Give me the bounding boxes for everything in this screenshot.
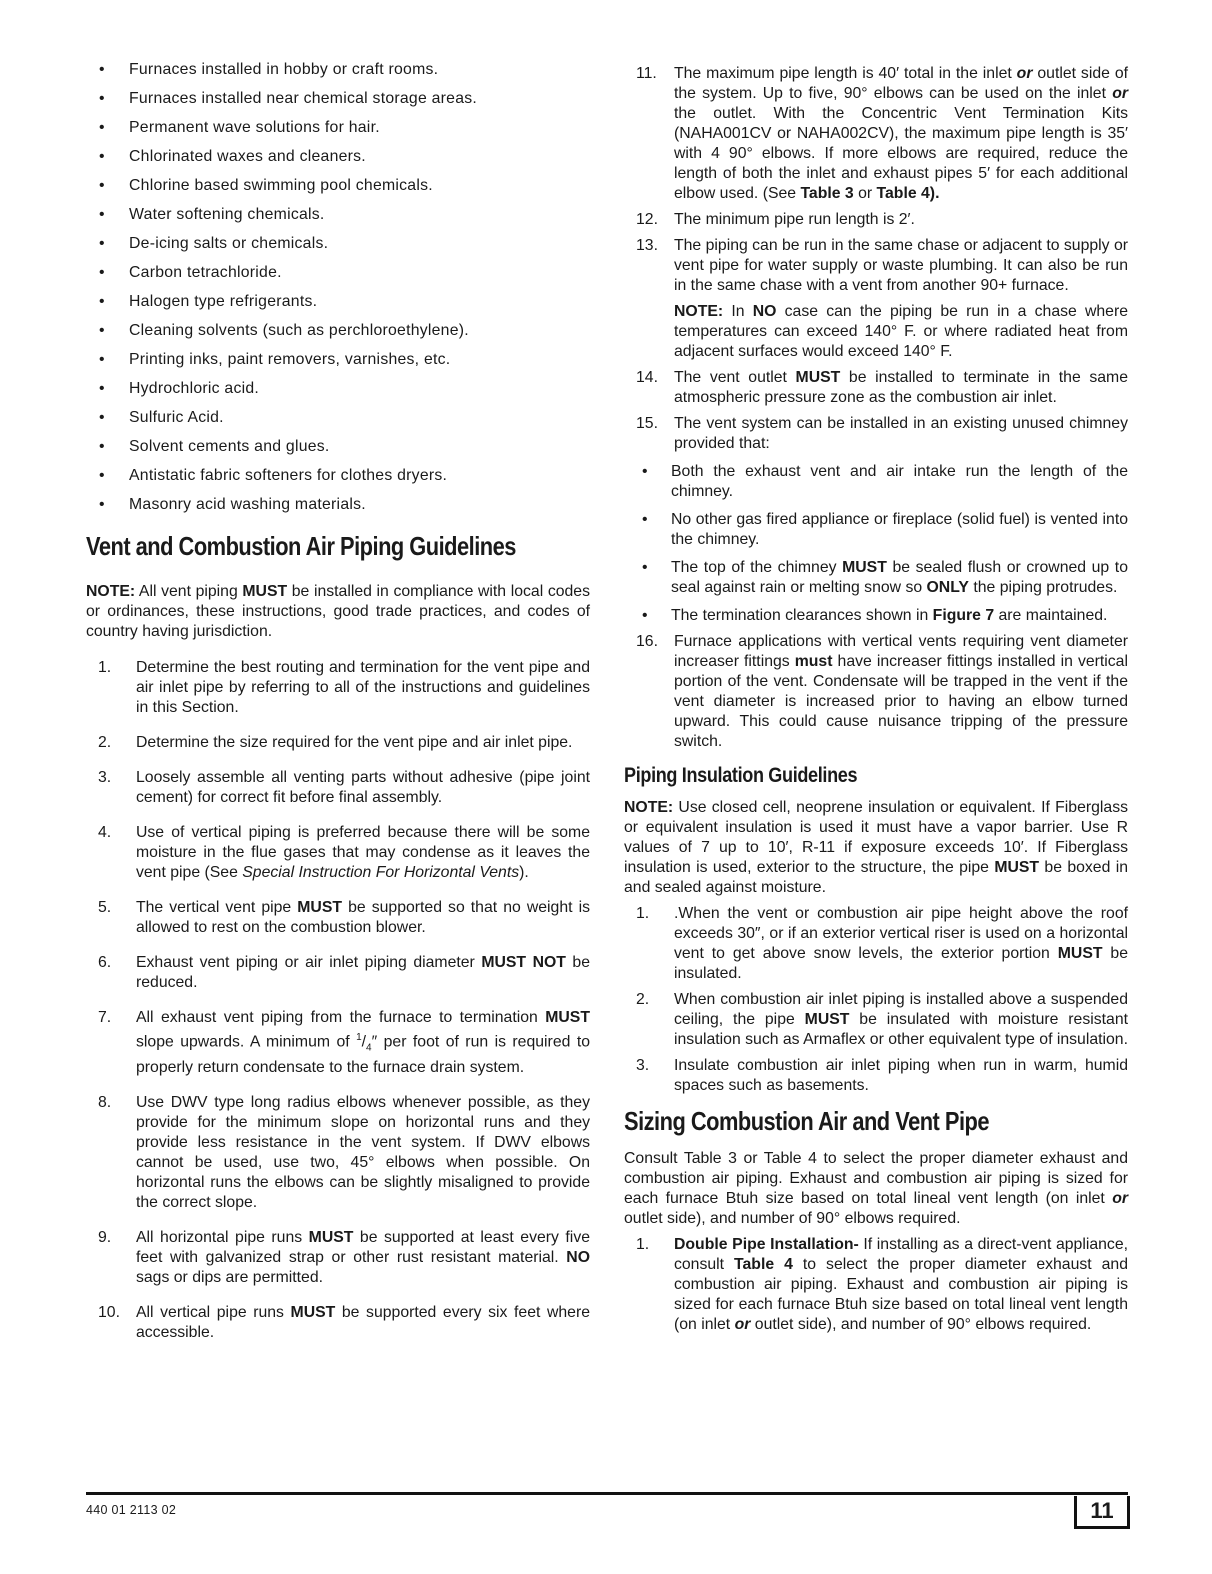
list-item: • De-icing salts or chemicals. [86,234,590,254]
document-code: 440 01 2113 02 [86,1503,177,1517]
vent-note: NOTE: All vent piping MUST be installed in compliance with local codes or ordinances, these instructions, good trade practices, and codes of country having jurisdiction. [86,583,590,640]
list-item: • Carbon tetrachloride. [86,263,590,283]
list-item: • Both the exhaust vent and air intake run the length of the chimney. [624,462,1128,502]
left-column [86,60,590,1343]
step-item: 2. When combustion air inlet piping is installed above a suspended ceiling, the pipe MUST be insulated with moisture resistant insulation such as Armaflex or other equivalent type of insulation. [636,991,1128,1048]
step-item: 12. The minimum pipe run length is 2′. [636,211,915,228]
vent-steps [86,658,590,1343]
list-item: • Sulfuric Acid. [86,408,590,428]
insulation-steps [624,904,1128,1096]
step-item: 1. .When the vent or combustion air pipe height above the roof exceeds 30″, or if an exterior vertical riser is used on a horizontal vent to get above snow levels, the exterior portion MUST be insulated. [636,905,1128,982]
step-item: 8. Use DWV type long radius elbows whenever possible, as they provide for the minimum slope on horizontal runs and they provide less resistance in the vent system. If DWV elbows cannot be used, use two, 45° elbows when possible. On horizontal runs the elbows can be slightly misaligned to provide the correct slope. [98,1094,590,1212]
step-item: 11. The maximum pipe length is 40′ total in the inlet or outlet side of the system. Up to five, 90° elbows can be used on the inlet or the outlet. With the Concentric Vent Termination Kits (NAHA001CV or NAHA002CV), the maximum pipe length is 35′ with 4 90° elbows. If more elbows are required, reduce the length of both the inlet and exhaust pipes 5′ for each additional elbow used. (See Table 3 or Table 4). [636,65,1128,202]
chase-note: NOTE: In NO case can the piping be run in a chase where temperatures can exceed 140° F. or where radiated heat from adjacent surfaces would exceed 140° F. [674,303,1129,360]
list-item: • Cleaning solvents (such as perchloroethylene). [86,321,590,341]
step-item: 6. Exhaust vent piping or air inlet piping diameter MUST NOT be reduced. [98,954,590,991]
list-item: • Masonry acid washing materials. [86,495,590,515]
step-item: 13. The piping can be run in the same chase or adjacent to supply or vent pipe for water supply or waste plumbing. It can also be run in the same chase with a vent from another 90+ furnace. NOTE: In NO case can the piping be run in a chase where temperatures can exceed 140° F. or where radiated heat from adjacent surfaces would exceed 140° F. [636,237,1129,360]
list-item: • Solvent cements and glues. [86,437,590,457]
list-item: • The top of the chimney MUST be sealed flush or crowned up to seal against rain or melting snow so ONLY the piping protrudes. [624,558,1128,598]
step-item: 3. Insulate combustion air inlet piping when run in warm, humid spaces such as basements. [636,1057,1128,1094]
step-item: 7. All exhaust vent piping from the furnace to termination MUST slope upwards. A minimum of $^1/_4''$ per foot of run is required to properly return condensate to the furnace drain system. [98,1009,590,1077]
step-item: 5. The vertical vent pipe MUST be supported so that no weight is allowed to rest on the combustion blower. [98,899,590,936]
list-item: • Permanent wave solutions for hair. [86,118,590,138]
footer-rule [86,1492,1128,1495]
insulation-heading: Piping Insulation Guidelines [624,764,858,787]
step-item: 3. Loosely assemble all venting parts without adhesive (pipe joint cement) for correct fit before final assembly. [98,769,590,806]
list-item: • Antistatic fabric softeners for clothes dryers. [86,466,590,486]
list-item: • Water softening chemicals. [86,205,590,225]
list-item: • Furnaces installed near chemical storage areas. [86,89,590,109]
right-column [624,64,1128,1335]
step-item: 1. Double Pipe Installation- If installing as a direct-vent appliance, consult Table 4 to select the proper diameter exhaust and combustion air piping. Exhaust and combustion air piping is sized for each furnace Btuh size based on total lineal vent length (on inlet or outlet side), and number of 90° elbows required. [636,1236,1128,1333]
page-number: 11 [1074,1496,1130,1529]
sizing-intro: Consult Table 3 or Table 4 to select the proper diameter exhaust and combustion air piping. Exhaust and combustion air piping is sized for each furnace Btuh size based on total lineal vent length (on inlet or outlet side), and number of 90° elbows required. [624,1150,1128,1227]
list-item: • Furnaces installed in hobby or craft rooms. [86,60,590,80]
list-item: • Halogen type refrigerants. [86,292,590,312]
step-item: 14. The vent outlet MUST be installed to terminate in the same atmospheric pressure zone as the combustion air inlet. [636,369,1128,406]
list-item: • Printing inks, paint removers, varnishes, etc. [86,350,590,370]
step-item: 16. Furnace applications with vertical vents requiring vent diameter increaser fittings must have increaser fittings installed in vertical portion of the vent. Condensate will be trapped in the vent if the vent diameter is increased prior to having an elbow turned upward. This could cause nuisance tripping of the pressure switch. [636,633,1128,750]
list-item: • Hydrochloric acid. [86,379,590,399]
step-item: 1. Determine the best routing and termination for the vent pipe and air inlet pipe by referring to all of the instructions and guidelines in this Section. [98,659,590,716]
step-item: 15. The vent system can be installed in an existing unused chimney provided that: [636,415,1128,452]
step-item: 2. Determine the size required for the vent pipe and air inlet pipe. [98,734,573,751]
step-item: 4. Use of vertical piping is preferred because there will be some moisture in the flue gases that may condense as it leaves the vent pipe (See Special Instruction For Horizontal Vents). [98,824,590,881]
step-item: 9. All horizontal pipe runs MUST be supported at least every five feet with galvanized strap or other rust resistant material. NO sags or dips are permitted. [98,1229,591,1287]
vent-steps-16 [624,632,1128,752]
contaminant-list [86,60,590,515]
list-item: • Chlorine based swimming pool chemicals. [86,176,590,196]
vent-steps-continued [624,64,1128,454]
sizing-heading: Sizing Combustion Air and Vent Pipe [624,1106,989,1136]
sizing-steps [624,1235,1128,1335]
chimney-conditions [624,462,1128,626]
list-item: • The termination clearances shown in Figure 7 are maintained. [624,606,1128,626]
vent-guidelines-heading: Vent and Combustion Air Piping Guidelines [86,531,516,561]
step-item: 10. All vertical pipe runs MUST be supported every six feet where accessible. [98,1304,590,1342]
list-item: • Chlorinated waxes and cleaners. [86,147,590,167]
insulation-note: NOTE: Use closed cell, neoprene insulation or equivalent. If Fiberglass or equivalent insulation is used it must have a vapor barrier. Use R values of 7 up to 10′, R-11 if exposure exceeds 10′. If Fiberglass insulation is used, exterior to the structure, the pipe MUST be boxed in and sealed against moisture. [624,799,1128,896]
list-item: • No other gas fired appliance or fireplace (solid fuel) is vented into the chimney. [624,510,1128,550]
